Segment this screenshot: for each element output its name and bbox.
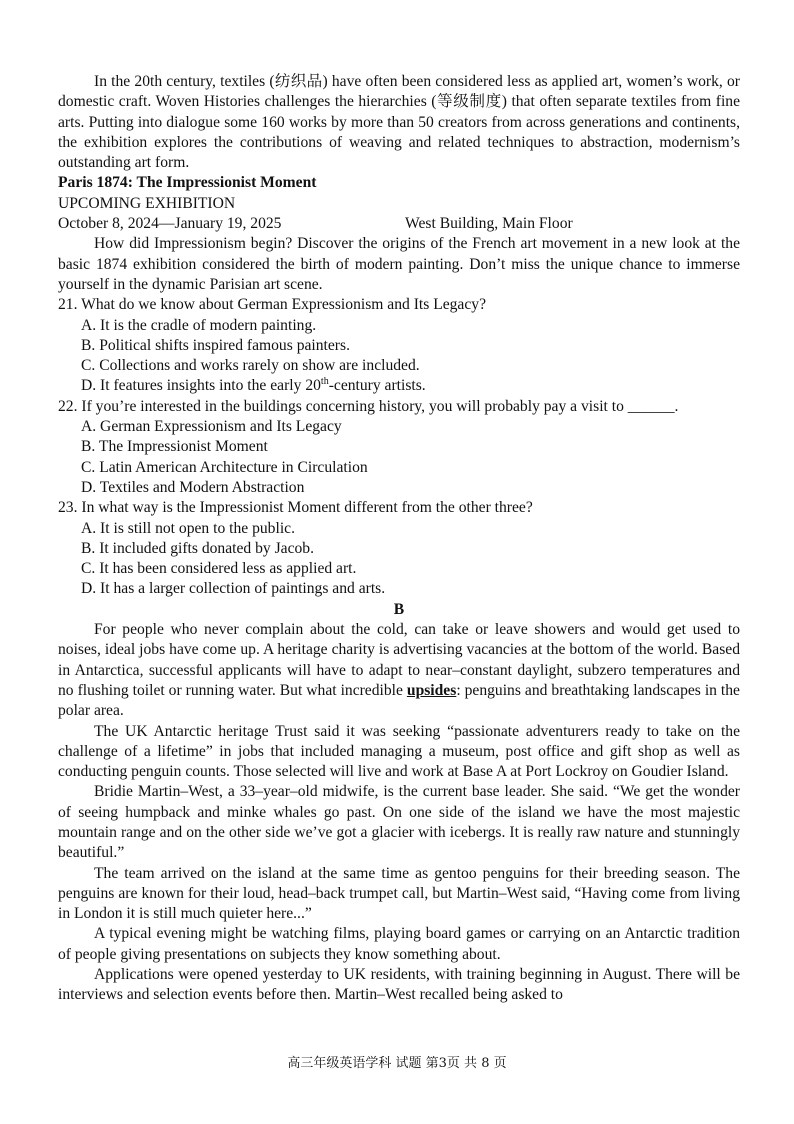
question-stem: 22. If you’re interested in the buildings concerning history, you will probably pay a visit to ______. — [58, 397, 679, 415]
exhibit-description: How did Impressionism begin? Discover the origins of the French art movement in a new look at the basic 1874 exhibition considered the birth of modern painting. Don’t miss the unique chance to immerse yourself in the dynamic Parisian art scene. — [58, 235, 740, 293]
option-c: C. It has been considered less as applied art. — [81, 560, 357, 578]
exhibit-status: UPCOMING EXHIBITION — [58, 194, 236, 212]
option-c: C. Collections and works rarely on show are included. — [81, 357, 420, 375]
page-footer: 高三年级英语学科 试题 第3页 共 8 页 — [287, 1056, 507, 1071]
passage-b-paragraph: A typical evening might be watching films, playing board games or carrying on an Antarctic tradition of people giving presentations on subjects they know something about. — [58, 925, 740, 963]
section-b-heading: B — [393, 600, 405, 618]
question-22 — [58, 397, 740, 498]
exhibit-dates: October 8, 2024—January 19, 2025 — [58, 215, 282, 233]
passage-b-paragraph: The UK Antarctic heritage Trust said it was seeking “passionate adventurers ready to take on the challenge of a lifetime” in jobs that included managing a museum, post office and gift shop as well as conducting penguin counts. Those selected will live and work at Base A at Port Lockroy on Goudier Island. — [58, 722, 740, 781]
option-a: A. German Expressionism and Its Legacy — [81, 418, 342, 436]
passage-b-paragraph — [58, 620, 740, 721]
passage-text-end: : penguins and breathtaking landscapes in the polar area. — [58, 681, 740, 720]
option-d: D. It has a larger collection of paintings and arts. — [81, 580, 386, 598]
option-d-text-end: -century artists. — [328, 377, 426, 395]
option-d: D. Textiles and Modern Abstraction — [81, 478, 305, 496]
option-a: A. It is still not open to the public. — [81, 519, 295, 537]
option-d-text: D. It features insights into the early 20 — [81, 377, 321, 395]
exhibit-location: West Building, Main Floor — [405, 215, 573, 233]
passage-b-paragraph: Bridie Martin–West, a 33–year–old midwife, is the current base leader. She said. “We get the wonder of seeing humpback and minke whales go past. On one side of the island we have the most majestic mountain range and on the other side we’ve got a glacier with icebergs. It is really raw nature and stunningly beautiful.” — [58, 783, 740, 862]
option-b: B. It included gifts donated by Jacob. — [81, 539, 314, 557]
underlined-word: upsides — [406, 681, 457, 699]
ordinal-suffix: th — [320, 376, 329, 388]
option-d — [58, 376, 740, 396]
textiles-paragraph: In the 20th century, textiles (纺织品) have often been considered less as applied art, women’s work, or domestic craft. Woven Histories challenges the hierarchies (等级制度) that often separate textiles from fine arts. Putting into dialogue some 160 works by more than 50 creators from across generations and continents, the exhibition explores the contributions of weaving and related techniques to abstraction, modernism’s outstanding art form. — [58, 73, 740, 172]
exhibit-dates-row — [58, 214, 740, 234]
passage-text: For people who never complain about the cold, can take or leave showers and would get used to noises, ideal jobs have come up. A heritage charity is advertising vacancies at the bottom of the world. Based in Antarctica, successful applicants will have to adapt to near–constant daylight, subzero temperatures and no flushing toilet or running water. But what incredible — [58, 621, 740, 699]
question-23 — [58, 498, 740, 599]
question-21 — [58, 295, 740, 396]
passage-b-paragraph: The team arrived on the island at the same time as gentoo penguins for their breeding season. The penguins are known for their loud, head–back trumpet call, but Martin–West said, “Having come from living in London it is still much quieter here...” — [58, 864, 740, 923]
question-stem: 21. What do we know about German Expressionism and Its Legacy? — [58, 296, 486, 314]
passage-b-paragraph: Applications were opened yesterday to UK residents, with training beginning in August. There will be interviews and selection events before then. Martin–West recalled being asked to — [58, 966, 740, 1004]
option-b: B. The Impressionist Moment — [81, 438, 268, 456]
option-b: B. Political shifts inspired famous painters. — [81, 336, 350, 354]
option-c: C. Latin American Architecture in Circulation — [81, 458, 368, 476]
option-a: A. It is the cradle of modern painting. — [81, 316, 317, 334]
exhibit-title: Paris 1874: The Impressionist Moment — [58, 174, 317, 192]
page-content — [58, 72, 740, 1006]
question-stem: 23. In what way is the Impressionist Moment different from the other three? — [58, 499, 533, 517]
